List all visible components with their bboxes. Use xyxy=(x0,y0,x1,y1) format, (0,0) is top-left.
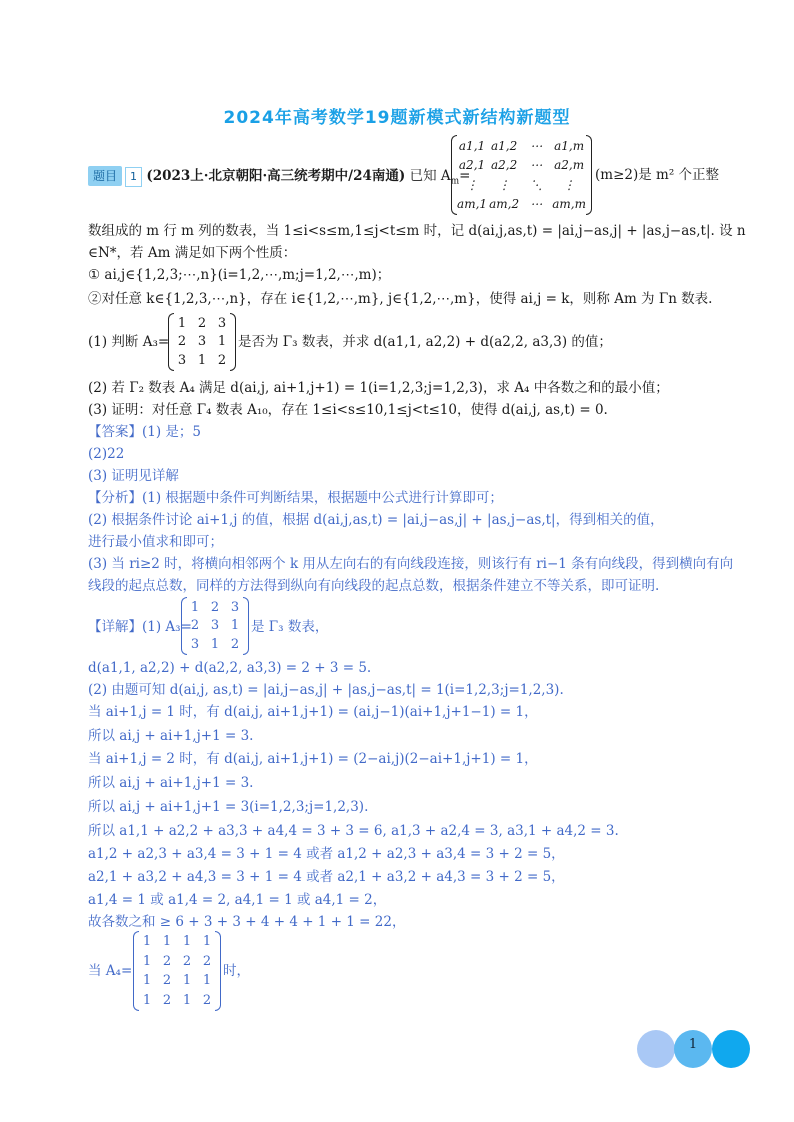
problem-intro-after: (m≥2)是 m² 个正整 xyxy=(595,167,720,183)
matrix-am-right-bracket xyxy=(586,135,592,215)
matrix-a4-cell-2-1: 1 xyxy=(142,953,152,969)
detail-matrix-a3-cell-3-3: 2 xyxy=(230,637,240,653)
problem-intro-eq: = xyxy=(459,168,471,184)
analysis-line-1 xyxy=(88,489,503,507)
detail-8: 所以 ai,j + ai+1,j+1 = 3(i=1,2,3;j=1,2,3). xyxy=(88,799,369,815)
detail-13: 故各数之和 ≥ 6 + 3 + 3 + 4 + 4 + 1 + 1 = 22， xyxy=(88,914,406,930)
matrix-am-cell-3-4: ⋮ xyxy=(563,177,576,192)
problem-number: 1 xyxy=(125,167,142,187)
matrix-a3-cell-2-3: 1 xyxy=(217,334,227,350)
detail-matrix-a3 xyxy=(185,598,245,654)
matrix-a3-cell-3-3: 2 xyxy=(217,353,227,369)
problem-intro-sub: m xyxy=(450,176,460,187)
problem-intro-before: 已知 A xyxy=(409,168,451,184)
detail-matrix-a3-cell-3-1: 3 xyxy=(190,637,200,653)
matrix-a3-cell-2-2: 3 xyxy=(197,334,207,350)
matrix-am-cell-1-2: a1,2 xyxy=(491,138,518,153)
matrix-am-cell-3-1: ⋮ xyxy=(466,177,479,192)
matrix-a3-right-bracket xyxy=(230,313,236,371)
matrix-a3-cell-1-3: 3 xyxy=(217,315,227,331)
detail-matrix-a3-cell-2-3: 1 xyxy=(230,618,240,634)
matrix-a3-cell-3-1: 3 xyxy=(177,353,187,369)
detail-line-1 xyxy=(88,618,192,636)
problem-source: (2023上·北京朝阳·高三统考期中/24南通) xyxy=(146,168,406,184)
detail-matrix-a3-cell-3-2: 1 xyxy=(210,637,220,653)
detail-matrix-a3-cell-1-3: 3 xyxy=(230,599,240,615)
matrix-a4-cell-4-4: 2 xyxy=(202,992,212,1008)
matrix-a3 xyxy=(172,314,232,370)
matrix-am-cell-1-4: a1,m xyxy=(554,138,585,153)
detail-7: 所以 ai,j + ai+1,j+1 = 3. xyxy=(88,775,254,791)
detail-11: a2,1 + a3,2 + a4,3 = 3 + 1 = 4 或者 a2,1 + a3,2 + a4,3 = 3 + 2 = 5， xyxy=(88,869,565,885)
detail-6: 当 ai+1,j = 2 时，有 d(ai,j, ai+1,j+1) = (2−ai,j)(2−ai+1,j+1) = 1， xyxy=(88,751,538,767)
analysis-1: (1) 根据题中条件可判断结果，根据题中公式进行计算即可； xyxy=(142,490,503,506)
detail-1-before: (1) A₃= xyxy=(142,619,192,635)
problem-property-2: ②对任意 k∈{1,2,3,⋯,n}，存在 i∈{1,2,⋯,m}, j∈{1,2,⋯,m}，使得 ai,j = k，则称 Am 为 Γn 数表. xyxy=(88,291,713,307)
problem-intro-line xyxy=(88,166,470,191)
problem-property-1: ① ai,j∈{1,2,3;⋯,n}(i=1,2,⋯,m;j=1,2,⋯,m)； xyxy=(88,267,391,283)
detail-1-after: 是 Γ₃ 数表， xyxy=(251,619,329,635)
matrix-a4-cell-3-1: 1 xyxy=(142,973,152,989)
detail-10: a1,2 + a2,3 + a3,4 = 3 + 1 = 4 或者 a1,2 + a2,3 + a3,4 = 3 + 2 = 5， xyxy=(88,846,565,862)
footer-circle-right xyxy=(712,1030,750,1068)
matrix-a4-cell-2-2: 2 xyxy=(162,953,172,969)
detail-matrix-a3-cell-2-1: 2 xyxy=(190,618,200,634)
matrix-am-cell-2-3: ⋯ xyxy=(530,158,543,173)
answer-3: (3) 证明见详解 xyxy=(88,468,179,484)
question-1-after: 是否为 Γ₃ 数表，并求 d(a1,1, a2,2) + d(a2,2, a3,3) 的值； xyxy=(238,334,612,350)
analysis-5: 线段的起点总数，同样的方法得到纵向有向线段的起点总数，根据条件建立不等关系，即可证明. xyxy=(88,578,660,594)
matrix-a4-cell-2-3: 2 xyxy=(182,953,192,969)
detail-9: 所以 a1,1 + a2,2 + a3,3 + a4,4 = 3 + 3 = 6, a1,3 + a2,4 = 3, a3,1 + a4,2 = 3. xyxy=(88,823,619,839)
matrix-am-cell-1-1: a1,1 xyxy=(458,138,486,153)
answer-label: 【答案】 xyxy=(88,424,142,440)
matrix-a4-cell-4-2: 2 xyxy=(162,992,172,1008)
detail-4: 当 ai+1,j = 1 时，有 d(ai,j, ai+1,j+1) = (ai,j−1)(ai+1,j+1−1) = 1， xyxy=(88,704,538,720)
matrix-a3-cell-2-1: 2 xyxy=(177,334,187,350)
answer-1: (1) 是；5 xyxy=(142,424,202,440)
matrix-am-cell-2-4: a2,m xyxy=(554,158,585,173)
matrix-a3-cell-3-2: 1 xyxy=(197,353,207,369)
matrix-am-cell-4-4: am,m xyxy=(552,197,586,212)
answer-line-1 xyxy=(88,423,201,441)
matrix-am-cell-2-1: a2,1 xyxy=(458,158,486,173)
matrix-a4-cell-4-3: 1 xyxy=(182,992,192,1008)
matrix-a4-cell-4-1: 1 xyxy=(142,992,152,1008)
detail-12: a1,4 = 1 或 a1,4 = 2, a4,1 = 1 或 a4,1 = 2， xyxy=(88,892,387,908)
detail-2: d(a1,1, a2,2) + d(a2,2, a3,3) = 2 + 3 = 5. xyxy=(88,660,372,676)
analysis-2: (2) 根据条件讨论 ai+1,j 的值，根据 d(ai,j,as,t) = |ai,j−as,j| + |as,j−as,t|，得到相关的值， xyxy=(88,512,664,528)
detail-14-after: 时， xyxy=(223,963,250,979)
answer-2: (2)22 xyxy=(88,446,125,462)
matrix-a4-cell-1-1: 1 xyxy=(142,934,152,950)
matrix-a4 xyxy=(137,932,217,1010)
problem-line-3: ∈N*，若 Am 满足如下两个性质： xyxy=(88,245,297,261)
matrix-a4-cell-3-4: 1 xyxy=(202,973,212,989)
problem-tag: 题目 xyxy=(88,166,122,186)
document-title: 2024年高考数学19题新模式新结构新题型 xyxy=(223,108,571,128)
matrix-a4-cell-3-2: 2 xyxy=(162,973,172,989)
detail-label: 【详解】 xyxy=(88,619,142,635)
analysis-4: (3) 当 ri≥2 时，将横向相邻两个 k 用从左向右的有向线段连接，则该行有 ri−1 条有向线段，得到横向有向 xyxy=(88,556,734,572)
matrix-am-cell-1-3: ⋯ xyxy=(530,138,543,153)
matrix-a4-right-bracket xyxy=(215,931,221,1011)
matrix-am-cell-4-1: am,1 xyxy=(457,197,488,212)
matrix-am-cell-3-2: ⋮ xyxy=(498,177,511,192)
problem-line-2: 数组成的 m 行 m 列的数表，当 1≤i<s≤m,1≤j<t≤m 时，记 d(ai,j,as,t) = |ai,j−as,j| + |as,j−as,t|. 设 n xyxy=(88,223,746,239)
detail-matrix-a3-cell-1-1: 1 xyxy=(190,599,200,615)
analysis-label: 【分析】 xyxy=(88,490,142,506)
detail-matrix-a3-right-bracket xyxy=(243,597,249,655)
matrix-a3-cell-1-1: 1 xyxy=(177,315,187,331)
matrix-a3-cell-1-2: 2 xyxy=(197,315,207,331)
detail-3: (2) 由题可知 d(ai,j, as,t) = |ai,j−as,j| + |as,j−as,t| = 1(i=1,2,3;j=1,2,3). xyxy=(88,682,564,698)
question-3: (3) 证明：对任意 Γ₄ 数表 A₁₀，存在 1≤i<s≤10,1≤j<t≤10，使得 d(ai,j, as,t) = 0. xyxy=(88,402,608,418)
matrix-a4-cell-3-3: 1 xyxy=(182,973,192,989)
matrix-a4-cell-1-4: 1 xyxy=(202,934,212,950)
matrix-am-cell-2-2: a2,2 xyxy=(491,158,518,173)
detail-14-before: 当 A₄= xyxy=(88,963,133,979)
matrix-a4-cell-2-4: 2 xyxy=(202,953,212,969)
matrix-am-cell-3-3: ⋱ xyxy=(530,177,543,192)
matrix-a4-cell-1-3: 1 xyxy=(182,934,192,950)
question-1-before: (1) 判断 A₃= xyxy=(88,334,170,350)
matrix-am-cell-4-2: am,2 xyxy=(489,197,520,212)
question-2: (2) 若 Γ₂ 数表 A₄ 满足 d(ai,j, ai+1,j+1) = 1(i=1,2,3;j=1,2,3)，求 A₄ 中各数之和的最小值； xyxy=(88,380,669,396)
detail-matrix-a3-cell-1-2: 2 xyxy=(210,599,220,615)
matrix-am-cell-4-3: ⋯ xyxy=(530,197,543,212)
footer-circle-left xyxy=(637,1030,675,1068)
matrix-a4-cell-1-2: 1 xyxy=(162,934,172,950)
detail-5: 所以 ai,j + ai+1,j+1 = 3. xyxy=(88,728,254,744)
detail-matrix-a3-cell-2-2: 3 xyxy=(210,618,220,634)
page-number: 1 xyxy=(688,1037,698,1052)
analysis-3: 进行最小值求和即可； xyxy=(88,534,223,550)
matrix-am xyxy=(456,136,586,214)
